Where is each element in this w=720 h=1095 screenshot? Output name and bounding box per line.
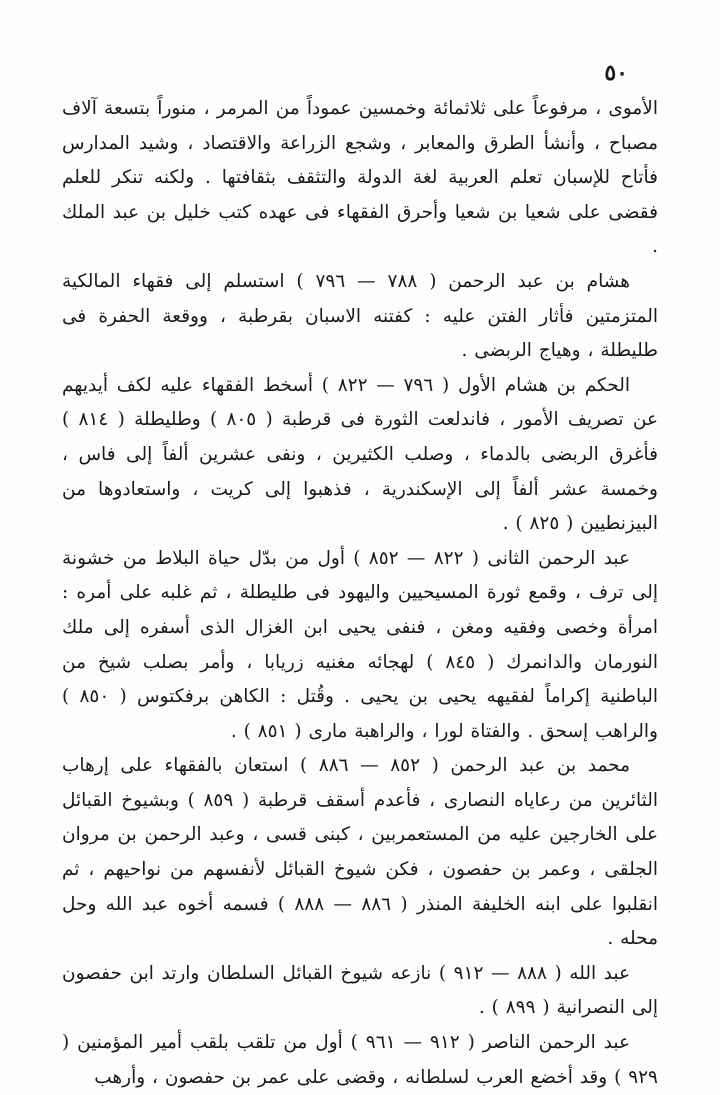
paragraph-umayyad-works: الأموى ، مرفوعاً على ثلاثمائة وخمسين عموداً من المرمر ، منوراً بتسعة آلاف مصباح ، وأنشأ الطرق والمعابر ، وشجع الزراعة والاقتصاد ، وشيد المدارس فأتاح للإسبان تعلم العربية لغة الدولة والتثقف بثقافتها . ولكنه تنكر للعلم فقضى على شعيا بن شعيا وأحرق الفقهاء فى عهده كتب خليل بن عبد الملك . xyxy=(62,98,658,258)
paragraph-abd-al-rahman-al-nasir: عبد الرحمن الناصر ( ٩١٢ — ٩٦١ ) أول من تلقب بلقب أمير المؤمنين ( ٩٢٩ ) وقد أخضع العرب لسلطانه ، وقضى على عمر بن حفصون ، وأرهب xyxy=(62,1032,658,1088)
paragraph-abd-al-rahman-ii: عبد الرحمن الثانى ( ٨٢٢ — ٨٥٢ ) أول من بدّل حياة البلاط من خشونة إلى ترف ، وقمع ثورة المسيحيين واليهود فى طليطلة ، ثم غلبه على أمره : امرأة وخصى وفقيه ومغن ، فنفى يحيى ابن الغزال الذى أسفره إلى ملك النورمان والدانمرك ( ٨٤٥ ) لهجائه مغنيه زريابا ، وأمر بصلب شيخ من الباطنية إكراماً لفقيهه يحيى بن يحيى . وقُتل : الكاهن برفكتوس ( ٨٥٠ ) والراهب إسحق . والفتاة لورا ، والراهبة مارى ( ٨٥١ ) . xyxy=(62,547,658,742)
page-body-text xyxy=(62,92,658,1095)
paragraph-hakam: الحكم بن هشام الأول ( ٧٩٦ — ٨٢٢ ) أسخط الفقهاء عليه لكف أيديهم عن تصريف الأمور ، فاندلعت الثورة فى قرطبة ( ٨٠٥ ) وطليطلة ( ٨١٤ ) فأغرق الربضى بالدماء ، وصلب الكثيرين ، ونفى عشرين ألفاً إلى فاس ، وخمسة عشر ألفاً إلى الإسكندرية ، فذهبوا إلى كريت ، واستعادوها من البيزنطيين ( ٨٢٥ ) . xyxy=(62,374,658,535)
paragraph-muhammad: محمد بن عبد الرحمن ( ٨٥٢ — ٨٨٦ ) استعان بالفقهاء على إرهاب الثائرين من رعاياه النصارى ، فأعدم أسقف قرطبة ( ٨٥٩ ) وبشيوخ القبائل على الخارجين عليه من المستعمربين ، كبنى قسى ، وعبد الرحمن بن مروان الجلقى ، وعمر بن حفصون ، فكن شيوخ القبائل لأنفسهم من نواحيهم ، ثم انقلبوا على ابنه الخليفة المنذر ( ٨٨٦ — ٨٨٨ ) فسمه أخوه عبد الله وحل محله . xyxy=(62,755,659,950)
paragraph-abdallah: عبد الله ( ٨٨٨ — ٩١٢ ) نازعه شيوخ القبائل السلطان وارتد ابن حفصون إلى النصرانية ( ٨٩٩ ) . xyxy=(62,962,658,1019)
page-number: ٥٠ xyxy=(604,60,628,86)
paragraph-hisham: هشام بن عبد الرحمن ( ٧٨٨ — ٧٩٦ ) استسلم إلى فقهاء المالكية المتزمتين فأثار الفتن عليه : كفتنه الاسبان بقرطبة ، ووقعة الحفرة فى طليطلة ، وهياج الربضى . xyxy=(62,270,658,362)
